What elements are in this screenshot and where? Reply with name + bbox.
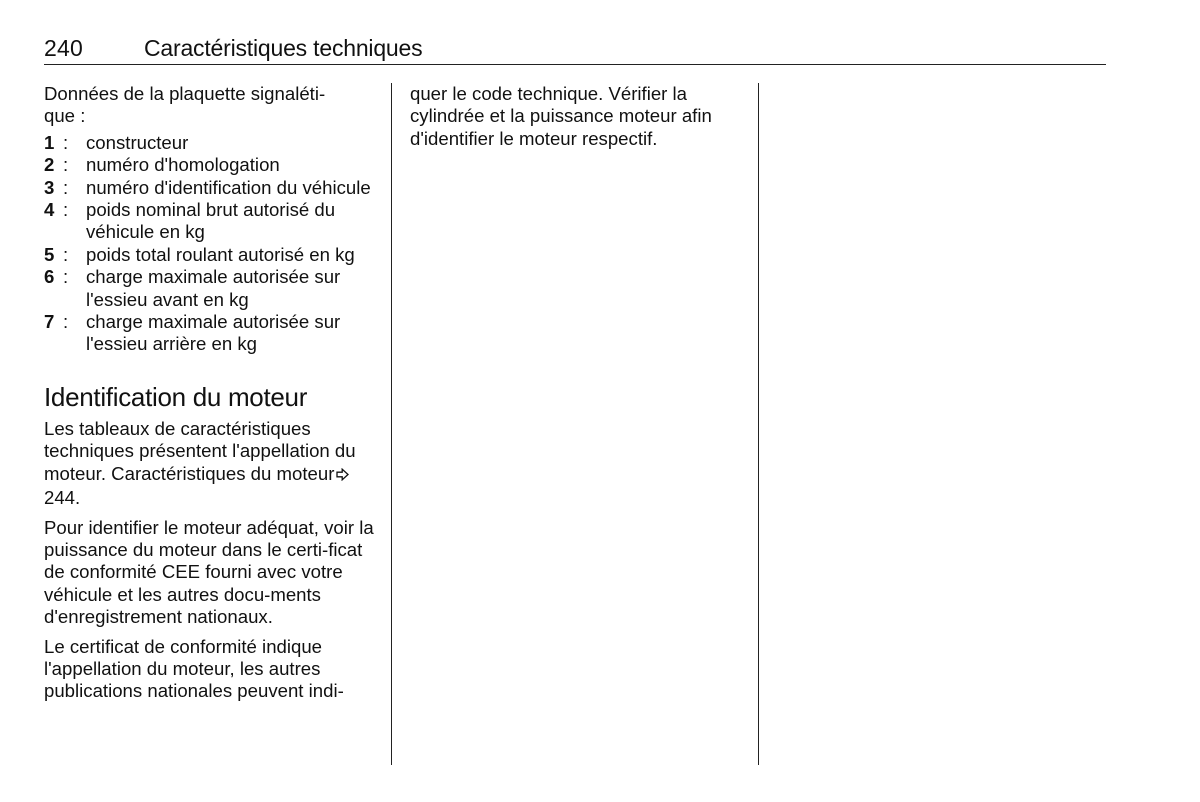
page-title: Caractéristiques techniques: [144, 35, 423, 61]
legend-item: 7 : charge maximale autorisée sur l'essieu arrière en kg: [44, 311, 384, 356]
engine-tables-text: Les tableaux de caractéristiques techniques présentent l'appellation du moteur. Caractéristiques du moteur: [44, 417, 356, 484]
legend-text: numéro d'homologation: [86, 154, 280, 176]
legend-item: 5 : poids total roulant autorisé en kg: [44, 244, 384, 266]
page-header: [44, 34, 1106, 65]
legend-number: 5: [44, 243, 55, 265]
legend-text: charge maximale autorisée sur l'essieu avant en kg: [86, 266, 341, 310]
conformity-certificate-paragraph: Le certificat de conformité indique l'appellation du moteur, les autres publications nationales peuvent indi-: [44, 635, 344, 702]
legend-text: charge maximale autorisée sur l'essieu arrière en kg: [86, 311, 341, 355]
legend-text: poids nominal brut autorisé du véhicule en kg: [86, 199, 336, 243]
legend-item: 1 : constructeur: [44, 132, 384, 154]
legend-text: numéro d'identification du véhicule: [86, 176, 371, 198]
section-heading: Identification du moteur: [44, 381, 308, 412]
column-divider: [391, 83, 392, 765]
legend-text: constructeur: [86, 131, 189, 153]
legend-item: 6 : charge maximale autorisée sur l'essieu avant en kg: [44, 266, 384, 311]
legend-number: 7: [44, 311, 55, 333]
continuation-paragraph: quer le code technique. Vérifier la cylindrée et la puissance moteur afin d'identifier le moteur respectif.: [410, 83, 712, 149]
plate-legend-list: [44, 132, 384, 356]
legend-number: 2: [44, 154, 55, 176]
page-number: 240: [44, 35, 83, 61]
legend-item: 4 : poids nominal brut autorisé du véhicule en kg: [44, 199, 384, 244]
text-column-left: [44, 83, 384, 703]
column-divider: [758, 83, 759, 765]
text-column-middle: [410, 83, 750, 150]
legend-item: 2 : numéro d'homologation: [44, 154, 384, 176]
legend-number: 3: [44, 176, 55, 198]
plate-data-intro: Données de la plaquette signaléti- que :: [44, 83, 326, 127]
page-reference-arrow-icon: [336, 465, 349, 487]
page-reference-link[interactable]: 244.: [44, 487, 81, 509]
engine-tables-paragraph: [44, 418, 384, 510]
identify-engine-paragraph: Pour identifier le moteur adéquat, voir la puissance du moteur dans le certi-ficat de conformité CEE fourni avec votre véhicule et les autres docu-ments d'enregistrement nationaux.: [44, 516, 374, 628]
legend-number: 1: [44, 131, 55, 153]
legend-number: 6: [44, 266, 55, 288]
legend-item: 3 : numéro d'identification du véhicule: [44, 177, 384, 199]
legend-number: 4: [44, 199, 55, 221]
legend-text: poids total roulant autorisé en kg: [86, 243, 355, 265]
